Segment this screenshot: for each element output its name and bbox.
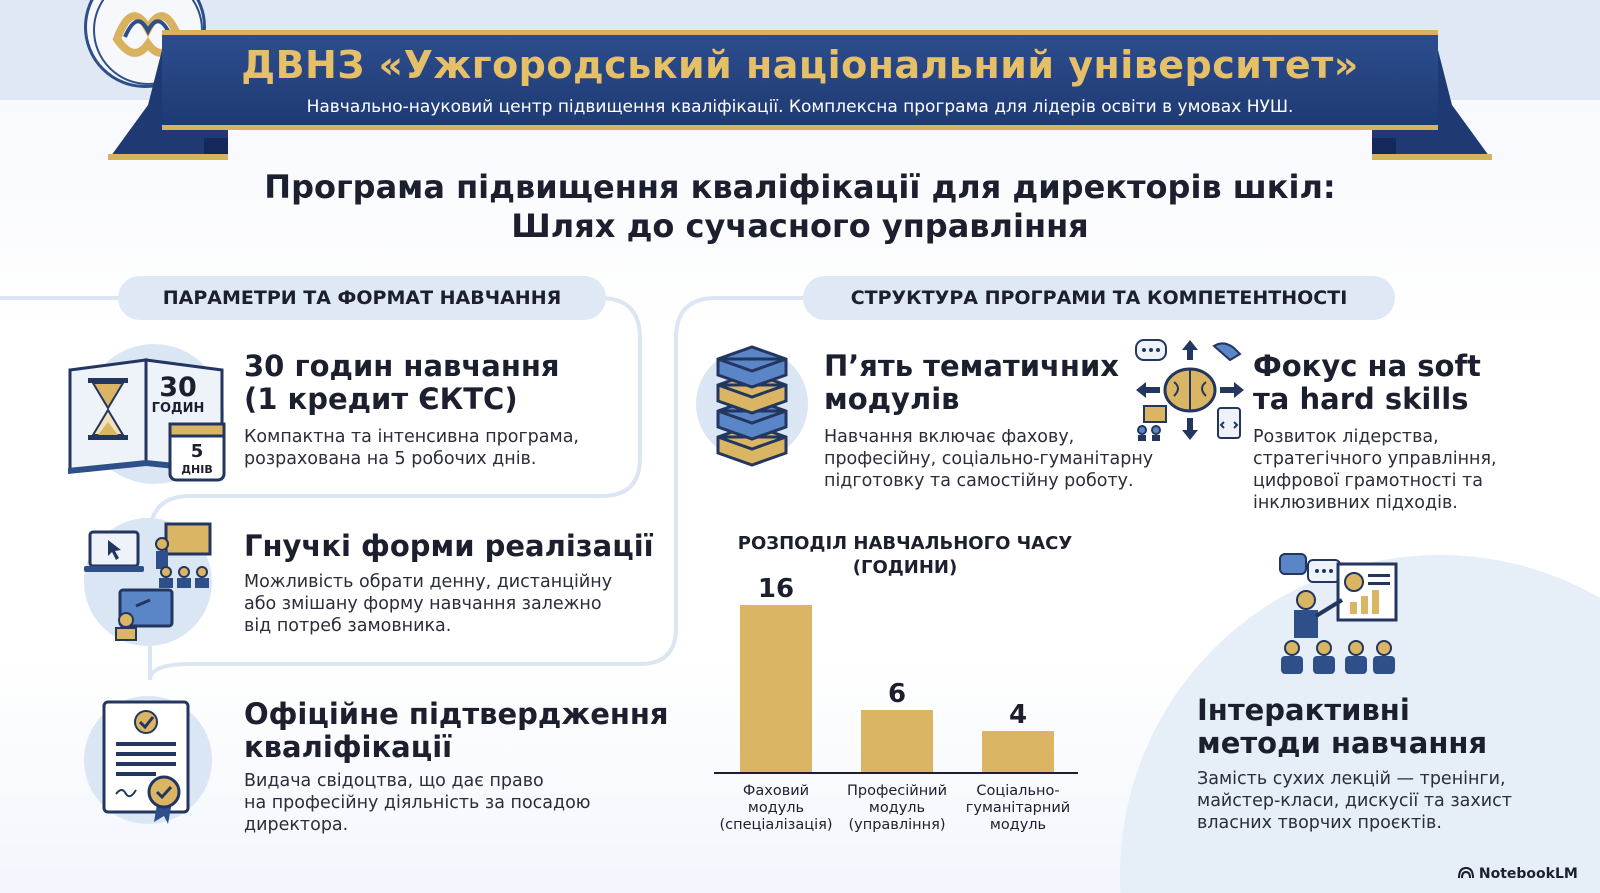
calendar-days-number: 5 — [190, 441, 204, 462]
chart-title — [700, 532, 1110, 580]
item-text-hours — [244, 426, 579, 470]
text-line: Видача свідоцтва, що дає право — [244, 771, 544, 791]
skills-text — [1253, 426, 1497, 514]
text-line: цифрової грамотності та — [1253, 471, 1483, 491]
text-line: підготовку та самостійну роботу. — [824, 471, 1134, 491]
book-hourglass-icon — [66, 350, 236, 485]
calendar-days-unit: ДНІВ — [181, 463, 213, 476]
item-title-hours — [244, 350, 560, 416]
presentation-icon — [1276, 552, 1400, 676]
chart-value-label: 6 — [887, 679, 907, 709]
text-line: або змішану форму навчання залежно — [244, 594, 602, 614]
text-line: від потреб замовника. — [244, 616, 452, 636]
page-title-line-2: Шлях до сучасного управління — [511, 207, 1089, 245]
modules-title — [824, 350, 1119, 416]
text-line: майстер-класи, дискусії та захист — [1197, 791, 1512, 811]
text-line: на професійну діяльність за посадою — [244, 793, 591, 813]
chart-category-label: Фаховий — [742, 783, 810, 799]
interactive-text — [1197, 768, 1512, 834]
section-header-parameters: ПАРАМЕТРИ ТА ФОРМАТ НАВЧАННЯ — [118, 276, 606, 320]
chart-category-label: Соціально- — [976, 783, 1060, 799]
text-line: Розвиток лідерства, — [1253, 427, 1439, 447]
text-line: власних творчих проєктів. — [1197, 813, 1442, 833]
chart-value-label: 16 — [757, 575, 795, 604]
chart-category-label: модуль — [989, 817, 1047, 833]
icon-hours-unit: ГОДИН — [151, 401, 205, 416]
chart-title-line-1: РОЗПОДІЛ НАВЧАЛЬНОГО ЧАСУ — [737, 533, 1073, 554]
page-title-line-1: Програма підвищення кваліфікації для директорів шкіл: — [264, 168, 1336, 206]
text-line: Замість сухих лекцій — тренінги, — [1197, 769, 1506, 789]
time-distribution-bar-chart — [700, 575, 1120, 845]
skills-title — [1253, 350, 1481, 416]
item-text-flexible — [244, 571, 612, 637]
chart-bar — [982, 731, 1054, 773]
chart-category-label: (управління) — [848, 817, 946, 833]
text-line: Навчання включає фахову, — [824, 427, 1075, 447]
interactive-title-line-1: Інтерактивні — [1197, 693, 1410, 727]
brain-network-icon — [1134, 338, 1246, 442]
chart-category-label: Професійний — [846, 783, 948, 799]
section-header-structure: СТРУКТУРА ПРОГРАМИ ТА КОМПЕТЕНТНОСТІ — [803, 276, 1395, 320]
item-title-certificate-line-2: кваліфікації — [244, 730, 453, 764]
skills-title-line-2: та hard skills — [1253, 382, 1469, 416]
footer-brand-text: NotebookLM — [1478, 866, 1578, 882]
item-title-flexible — [244, 530, 654, 563]
item-title-certificate — [244, 698, 669, 764]
certificate-icon — [98, 698, 198, 828]
item-title-hours-line-1: 30 годин навчання — [244, 349, 560, 383]
banner-title: ДВНЗ «Ужгородський національний університет» — [241, 43, 1359, 87]
modules-text — [824, 426, 1153, 492]
skills-title-line-1: Фокус на soft — [1253, 349, 1481, 383]
chart-value-label: 4 — [1008, 700, 1028, 730]
modules-title-line-1: П’ять тематичних — [824, 349, 1119, 383]
notebooklm-logo-icon — [1458, 867, 1474, 879]
interactive-title-line-2: методи навчання — [1197, 726, 1488, 760]
item-title-flexible-line-1: Гнучкі форми реалізації — [244, 529, 654, 563]
chart-bar — [740, 605, 812, 773]
stacked-modules-icon — [712, 343, 792, 467]
chart-category-label: (спеціалізація) — [719, 817, 833, 833]
chart-category-label: модуль — [747, 800, 805, 816]
interactive-title — [1197, 694, 1487, 760]
item-text-certificate — [244, 770, 591, 836]
chart-bar — [861, 710, 933, 773]
text-line: Компактна та інтенсивна програма, — [244, 427, 579, 447]
chart-category-label: модуль — [868, 800, 926, 816]
text-line: Можливість обрати денну, дистанційну — [244, 572, 613, 592]
flexible-learning-icon — [80, 520, 216, 644]
modules-title-line-2: модулів — [824, 382, 960, 416]
item-title-certificate-line-1: Офіційне підтвердження — [244, 697, 669, 731]
text-line: розрахована на 5 робочих днів. — [244, 449, 537, 469]
text-line: професійну, соціально-гуманітарну — [824, 449, 1154, 469]
chart-category-label: гуманітарний — [965, 800, 1071, 816]
icon-hours-number: 30 — [159, 372, 197, 403]
text-line: стратегічного управління, — [1253, 449, 1497, 469]
item-title-hours-line-2: (1 кредит ЄКТС) — [244, 382, 518, 416]
notebooklm-brand — [1458, 866, 1578, 882]
text-line: директора. — [244, 815, 349, 835]
banner-subtitle: Навчально-науковий центр підвищення кваліфікації. Комплексна програма для лідерів освіти в умовах НУШ. — [306, 97, 1294, 117]
chart-title-line-2: (ГОДИНИ) — [852, 557, 958, 578]
text-line: інклюзивних підходів. — [1253, 493, 1458, 513]
